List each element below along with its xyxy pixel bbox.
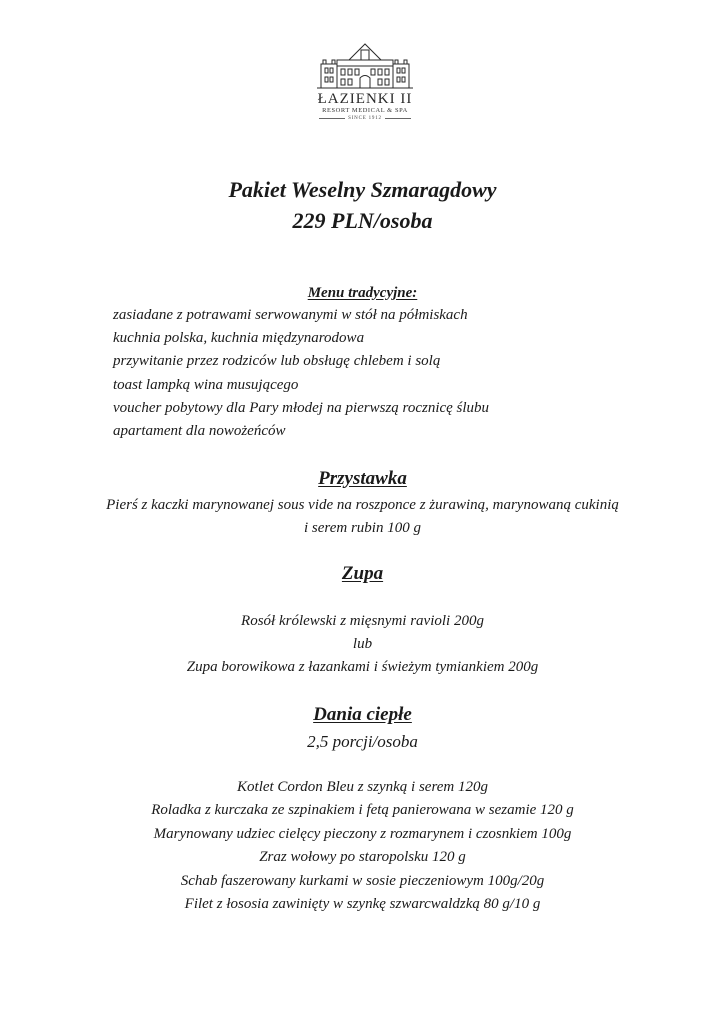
soup-line: Zupa borowikowa z łazankami i świeżym tymiankiem 200g [186, 659, 539, 675]
mains-portion [0, 731, 725, 753]
logo-divider [385, 118, 411, 119]
logo-divider [319, 118, 345, 119]
mains-portion-text: 2,5 porcji/osoba [307, 732, 418, 751]
mains-heading: Dania ciepłe [313, 704, 412, 725]
starter-heading: Przystawka [318, 468, 407, 489]
castle-icon [317, 40, 413, 90]
mains-line: Schab faszerowany kurkami w sosie pieczeniowym 100g/20g [180, 873, 545, 889]
logo-name: ŁAZIENKI II [317, 91, 413, 107]
list-item: apartament dla nowożeńców [113, 423, 286, 440]
menu-heading: Menu tradycyjne: [307, 285, 418, 301]
list-item: przywitanie przez rodziców lub obsługę chlebem i solą [113, 353, 441, 370]
mains-line: Zraz wołowy po staropolsku 120 g [259, 849, 466, 865]
list-item: zasiadane z potrawami serwowanymi w stół na półmiskach [113, 307, 468, 323]
mains-line: Kotlet Cordon Bleu z szynką i serem 120g [237, 779, 488, 795]
package-title: Pakiet Weselny Szmaragdowy [228, 177, 497, 202]
logo-subtitle: RESORT MEDICAL & SPA [322, 107, 408, 114]
logo-since-text: SINCE 1912 [348, 116, 382, 121]
list-item: voucher pobytowy dla Pary młodej na pierwszą rocznicę ślubu [113, 399, 490, 416]
logo-since [305, 115, 425, 122]
list-item: toast lampką wina musującego [113, 376, 299, 393]
list-item: kuchnia polska, kuchnia międzynarodowa [113, 330, 365, 347]
soup-heading: Zupa [341, 563, 384, 584]
mains-line: Filet z łososia zawinięty w szynkę szwarcwaldzką 80 g/10 g [184, 896, 541, 912]
soup-line: Rosół królewski z mięsnymi ravioli 200g [241, 613, 484, 629]
package-price: 229 PLN/osoba [292, 208, 433, 233]
menu-features-list [113, 304, 489, 443]
mains-line: Roladka z kurczaka ze szpinakiem i fetą panierowana w sezamie 120 g [151, 802, 574, 818]
soup-line: lub [352, 636, 373, 652]
starter-line: Pierś z kaczki marynowanej sous vide na roszponce z żurawiną, marynowaną cukinią [106, 497, 619, 513]
starter-line: i serem rubin 100 g [304, 520, 421, 536]
hotel-logo [305, 40, 425, 132]
mains-line: Marynowany udziec cielęcy pieczony z rozmarynem i czosnkiem 100g [153, 826, 572, 842]
